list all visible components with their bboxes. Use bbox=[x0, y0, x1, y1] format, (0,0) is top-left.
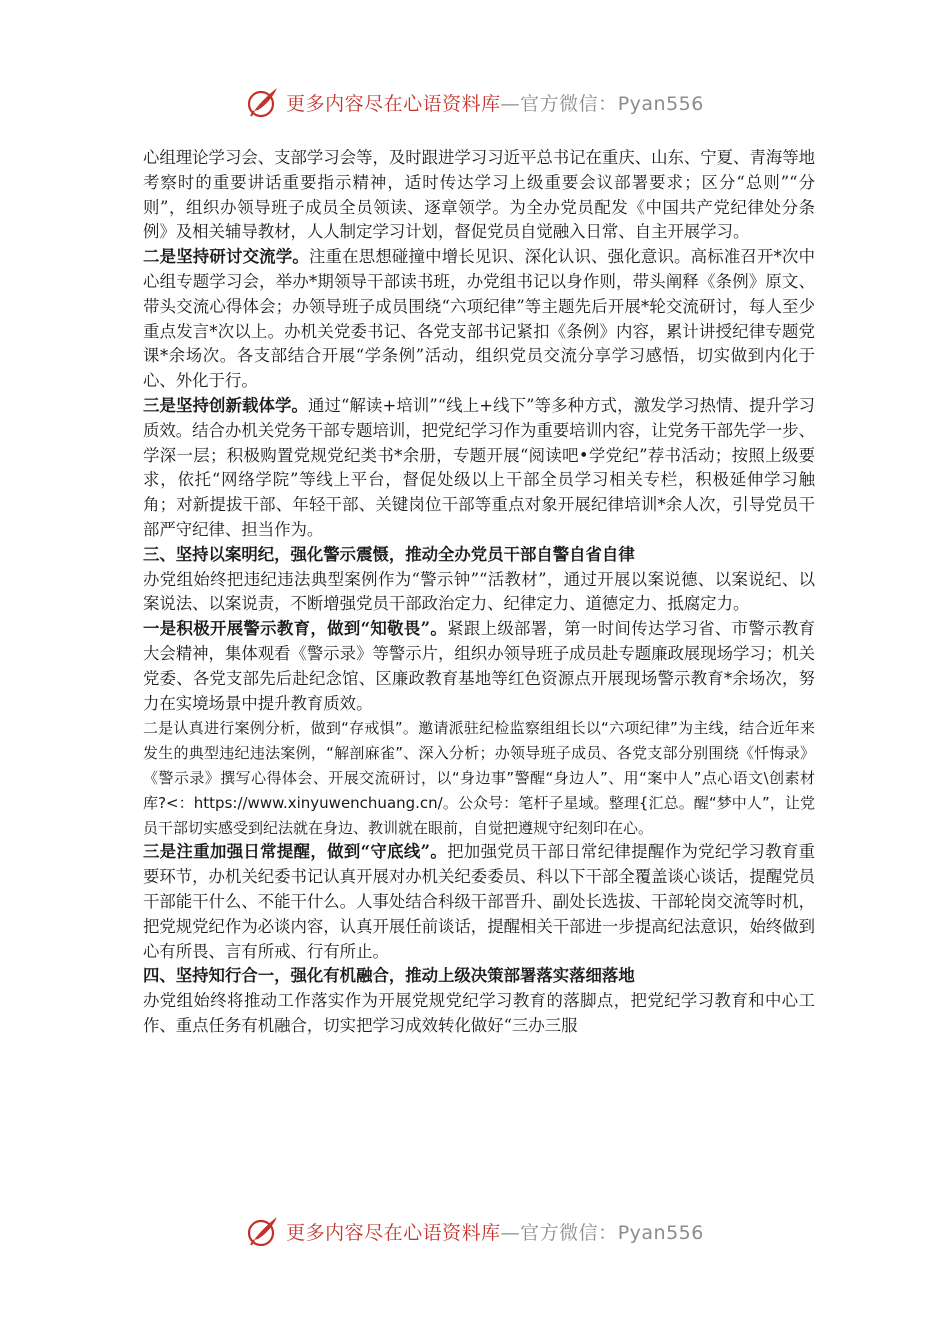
banner-main-text: 更多内容尽在心语资料库 bbox=[286, 92, 501, 115]
quill-pen-logo-icon bbox=[246, 85, 280, 119]
paragraph-7 bbox=[143, 840, 815, 964]
paragraph-2-body: 注重在思想碰撞中增长见识、深化认识、强化意识。高标准召开*次中心组专题学习会，举办*期领导干部读书班，办党组书记以身作则，带头阐释《条例》原文、带头交流心得体会；办领导班子成员围绕“六项纪律”等主题先后开展*轮交流研讨，每人至少重点发言*次以上。办机关党委书记、各党支部书记紧扣《条例》内容，累计讲授纪律专题党课*余场次。各支部结合开展“学条例”活动，组织党员交流分享学习感悟，切实做到内化于心、外化于行。 bbox=[143, 247, 815, 391]
banner-separator: — bbox=[500, 92, 521, 115]
paragraph-2 bbox=[143, 245, 815, 394]
banner-wechat-label: 官方微信： bbox=[520, 1221, 618, 1244]
section-heading-3: 三、坚持以案明纪，强化警示震慑，推动全办党员干部自警自省自律 bbox=[143, 544, 635, 564]
paragraph-8: 办党组始终将推动工作落实作为开展党规党纪学习教育的落脚点，把党纪学习教育和中心工作、重点任务有机融合，切实把学习成效转化做好“三办三服 bbox=[143, 991, 815, 1035]
banner-wechat-id: Pyan556 bbox=[617, 92, 704, 115]
paragraph-1: 心组理论学习会、支部学习会等，及时跟进学习习近平总书记在重庆、山东、宁夏、青海等地考察时的重要讲话重要指示精神，适时传达学习上级重要会议部署要求；区分“总则”“分则”，组织办领导班子成员全员领读、逐章领学。为全办党员配发《中国共产党纪律处分条例》及相关辅导教材，人人制定学习计划，督促党员自觉融入日常、自主开展学习。 bbox=[143, 148, 816, 242]
document-body bbox=[143, 146, 815, 1039]
paragraph-5-lead: 一是积极开展警示教育，做到“知敬畏”。 bbox=[143, 619, 448, 639]
footer-banner bbox=[0, 1211, 950, 1251]
paragraph-5 bbox=[143, 617, 815, 716]
paragraph-2-lead: 二是坚持研讨交流学。 bbox=[143, 247, 309, 267]
paragraph-4: 办党组始终把违纪违法典型案例作为“警示钟”“活教材”，通过开展以案说德、以案说纪、以案说法、以案说责，不断增强党员干部政治定力、纪律定力、道德定力、抵腐定力。 bbox=[143, 569, 815, 614]
paragraph-5-body: 紧跟上级部署，第一时间传达学习省、市警示教育大会精神，集体观看《警示录》等警示片，组织办领导班子成员赴专题廉政展现场学习；机关党委、各党支部先后赴纪念馆、区廉政教育基地等红色资源点开展现场警示教育*余场次，努力在实境场景中提升教育质效。 bbox=[143, 619, 816, 713]
banner-title bbox=[286, 89, 704, 116]
paragraph-3-lead: 三是坚持创新载体学。 bbox=[143, 395, 309, 415]
header-banner bbox=[0, 82, 950, 122]
paragraph-7-body: 把加强党员干部日常纪律提醒作为党纪学习教育重要环节，办机关纪委书记认真开展对办机关纪委委员、科以下干部全覆盖谈心谈话，提醒党员干部能干什么、不能干什么。人事处结合科级干部晋升、副处长选拔、干部轮岗交流等时机，把党规党纪作为必谈内容，认真开展任前谈话，提醒相关干部进一步提高纪法意识，始终做到心有所畏、言有所戒、行有所止。 bbox=[143, 842, 816, 961]
banner-wechat-id: Pyan556 bbox=[617, 1221, 704, 1244]
banner-wechat-label: 官方微信： bbox=[520, 92, 618, 115]
banner-main-text: 更多内容尽在心语资料库 bbox=[286, 1221, 501, 1244]
banner-title bbox=[286, 1218, 704, 1245]
quill-pen-logo-icon bbox=[246, 1214, 280, 1248]
banner-content bbox=[246, 1214, 704, 1248]
banner-separator: — bbox=[500, 1221, 521, 1244]
paragraph-7-lead: 三是注重加强日常提醒，做到“守底线”。 bbox=[143, 842, 448, 862]
paragraph-3 bbox=[143, 394, 815, 543]
section-heading-4: 四、坚持知行合一，强化有机融合，推动上级决策部署落实落细落地 bbox=[143, 966, 635, 986]
paragraph-6: 二是认真进行案例分析，做到“存戒惧”。邀请派驻纪检监察组组长以“六项纪律”为主线，结合近年来发生的典型违纪违法案例，“解剖麻雀”、深入分析；办领导班子成员、各党支部分别围绕《忏悔录》《警示录》撰写心得体会、开展交流研讨，以“身边事”警醒“身边人”、用“案中人”点心语文\创素材库?<：https://www.xinyuwenchuang.cn/。公众号：笔杆子星域。整理{汇总。醒“梦中人”，让党员干部切实感受到纪法就在身边、教训就在眼前，自觉把遵规守纪刻印在心。 bbox=[143, 719, 815, 837]
banner-content bbox=[246, 85, 704, 119]
paragraph-3-body: 通过“解读+培训”“线上+线下”等多种方式，激发学习热情、提升学习质效。结合办机关党务干部专题培训，把党纪学习作为重要培训内容，让党务干部先学一步、学深一层；积极购置党规党纪类书*余册，专题开展“阅读吧•学党纪”荐书活动；按照上级要求，依托“网络学院”等线上平台，督促处级以上干部全员学习相关专栏，积极延伸学习触角；对新提拔干部、年轻干部、关键岗位干部等重点对象开展纪律培训*余人次，引导党员干部严守纪律、担当作为。 bbox=[143, 395, 816, 539]
